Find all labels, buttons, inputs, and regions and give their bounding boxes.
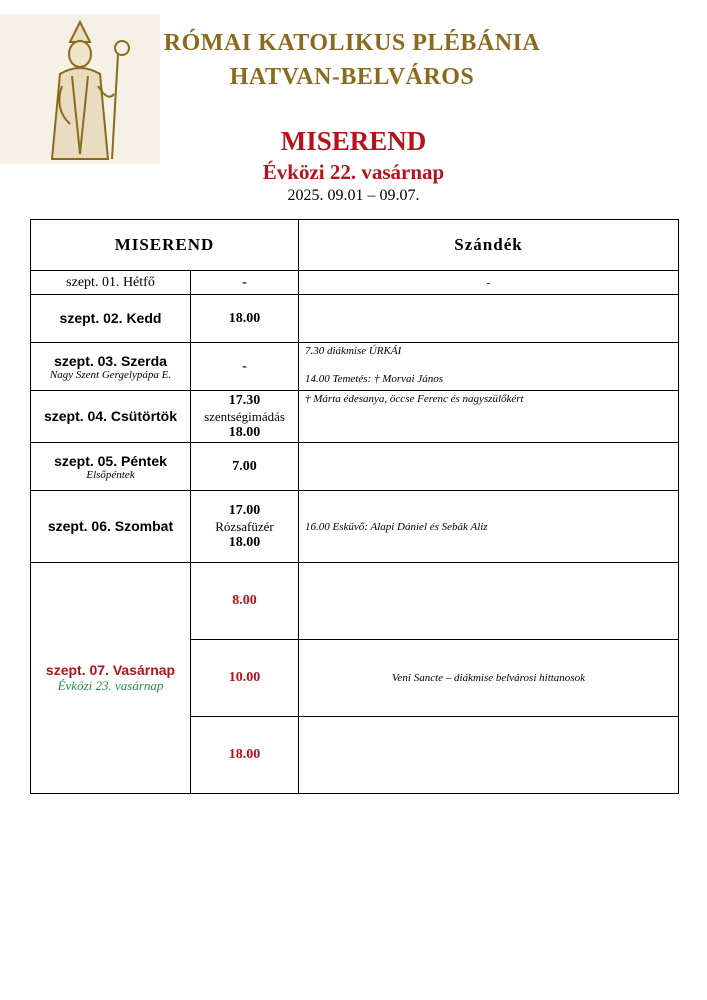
- mass-time: -: [191, 271, 299, 295]
- table-row: [31, 343, 679, 391]
- mass-time: -: [191, 343, 299, 391]
- day-label: szept. 05. Péntek: [54, 452, 167, 469]
- mass-time: 17.00: [228, 502, 261, 518]
- table-row: [31, 491, 679, 563]
- mass-time: 18.00: [191, 295, 299, 343]
- mass-schedule-table: [30, 219, 679, 794]
- table-row: [31, 563, 679, 640]
- intention: 7.30 diákmise ÚRKÁI: [305, 345, 402, 357]
- day-label: szept. 01. Hétfő: [66, 274, 155, 290]
- mass-time: 10.00: [191, 640, 299, 717]
- day-note: Elsőpéntek: [86, 468, 135, 481]
- mass-time: 8.00: [191, 563, 299, 640]
- table-row: [31, 391, 679, 443]
- day-label: szept. 02. Kedd: [59, 309, 162, 326]
- intention: [299, 563, 679, 640]
- table-row: [31, 271, 679, 295]
- day-label: szept. 06. Szombat: [47, 517, 174, 534]
- date-range: 2025. 09.01 – 09.07.: [287, 187, 420, 204]
- header-szandek: Szándék: [299, 220, 679, 271]
- mass-time: 18.00: [228, 424, 261, 440]
- intention: Veni Sancte – diákmise belvárosi hittanosok: [299, 640, 679, 717]
- day-label: szept. 04. Csütörtök: [43, 407, 178, 424]
- intention: 16.00 Esküvő: Alapi Dániel és Sebák Aliz: [299, 491, 679, 563]
- day-note: Évközi 23. vasárnap: [57, 678, 164, 693]
- day-label: szept. 03. Szerda: [54, 352, 167, 369]
- table-row: [31, 295, 679, 343]
- mass-time: 17.30: [228, 392, 261, 408]
- day-note: Nagy Szent Gergelypápa E.: [49, 368, 172, 381]
- intention: 14.00 Temetés: † Morvai János: [305, 373, 443, 385]
- header-miserend: MISEREND: [31, 220, 299, 271]
- intention: [299, 295, 679, 343]
- time-note: Rózsafüzér: [215, 518, 274, 534]
- intention: [299, 443, 679, 491]
- intention: † Márta édesanya, öccse Ferenc és nagyszülőkért: [299, 391, 679, 443]
- parish-name-line2: HATVAN-BELVÁROS: [229, 64, 475, 90]
- intention: [299, 717, 679, 794]
- mass-time: 18.00: [191, 717, 299, 794]
- time-note: szentségimádás: [204, 408, 285, 424]
- page-subtitle: Évközi 22. vasárnap: [262, 160, 445, 184]
- intention: -: [299, 271, 679, 295]
- mass-time: 18.00: [228, 534, 261, 550]
- table-header-row: [31, 220, 679, 271]
- table-row: [31, 443, 679, 491]
- page-title: MISEREND: [280, 126, 427, 156]
- mass-time: 7.00: [191, 443, 299, 491]
- parish-name-line1: RÓMAI KATOLIKUS PLÉBÁNIA: [163, 30, 541, 56]
- day-label: szept. 07. Vasárnap: [45, 662, 176, 678]
